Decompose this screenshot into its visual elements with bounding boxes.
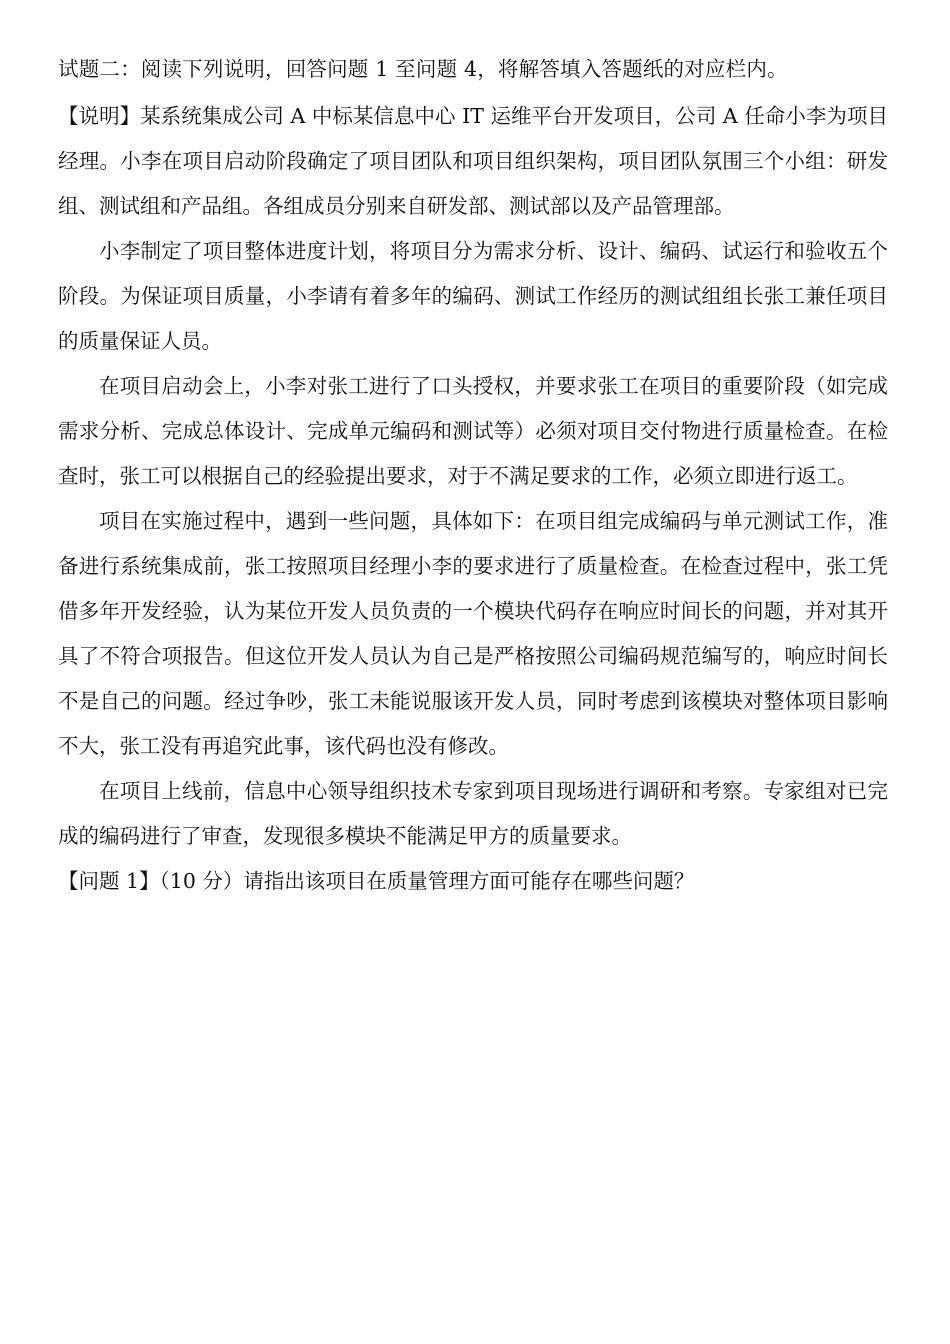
description-paragraph-1: 【说明】某系统集成公司 A 中标某信息中心 IT 运维平台开发项目，公司 A 任命小李为项目经理。小李在项目启动阶段确定了项目团队和项目组织架构，项目团队氛围三个小组：研发组、测试组和产品组。各组成员分别来自研发部、测试部以及产品管理部。 [58,104,888,218]
exam-heading: 试题二：阅读下列说明，回答问题 1 至问题 4，将解答填入答题纸的对应栏内。 [58,57,788,81]
description-paragraph-5: 在项目上线前，信息中心领导组织技术专家到项目现场进行调研和考察。专家组对已完成的编码进行了审查，发现很多模块不能满足甲方的质量要求。 [58,779,888,848]
description-paragraph-3: 在项目启动会上，小李对张工进行了口头授权，并要求张工在项目的重要阶段（如完成需求分析、完成总体设计、完成单元编码和测试等）必须对项目交付物进行质量检查。在检查时，张工可以根据自己的经验提出要求，对于不满足要求的工作，必须立即进行返工。 [58,374,888,488]
document-body [58,47,888,904]
question-1: 【问题 1】（10 分）请指出该项目在质量管理方面可能存在哪些问题？ [58,869,695,893]
description-paragraph-4: 项目在实施过程中，遇到一些问题，具体如下：在项目组完成编码与单元测试工作，准备进行系统集成前，张工按照项目经理小李的要求进行了质量检查。在检查过程中，张工凭借多年开发经验，认为某位开发人员负责的一个模块代码存在响应时间长的问题，并对其开具了不符合项报告。但这位开发人员认为自己是严格按照公司编码规范编写的，响应时间长不是自己的问题。经过争吵，张工未能说服该开发人员，同时考虑到该模块对整体项目影响不大，张工没有再追究此事，该代码也没有修改。 [58,509,888,758]
description-paragraph-2: 小李制定了项目整体进度计划，将项目分为需求分析、设计、编码、试运行和验收五个阶段。为保证项目质量，小李请有着多年的编码、测试工作经历的测试组组长张工兼任项目的质量保证人员。 [58,239,888,353]
